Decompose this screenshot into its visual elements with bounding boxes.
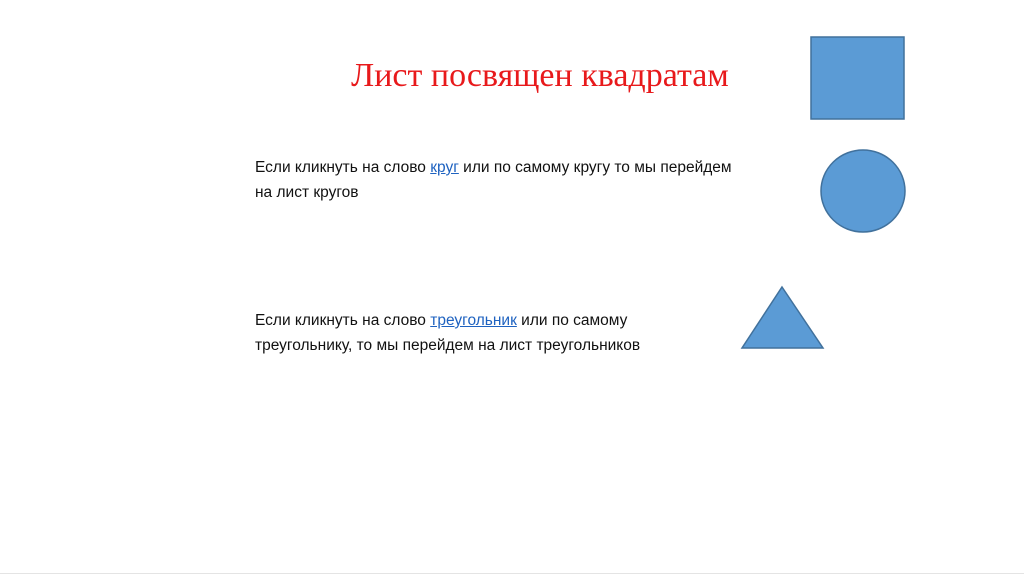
triangle-link[interactable]: треугольник [430, 312, 517, 329]
circle-text-before: Если кликнуть на слово [255, 159, 431, 176]
circle-paragraph [255, 155, 732, 205]
circle-text-after: или по самому кругу то мы перейдем [458, 159, 732, 176]
slide-title: Лист посвящен квадратам [351, 57, 729, 94]
circle-link[interactable]: круг [430, 159, 459, 176]
square-shape[interactable] [810, 36, 906, 120]
triangle-shape[interactable] [740, 285, 826, 351]
circle-paragraph-line-2: на лист кругов [255, 184, 359, 201]
circle-shape[interactable] [819, 148, 909, 236]
triangle-text-before: Если кликнуть на слово [255, 312, 431, 329]
circle-paragraph-line-1 [255, 155, 732, 180]
triangle-paragraph [255, 308, 640, 358]
triangle-paragraph-line-2: треугольнику, то мы перейдем на лист треугольников [255, 337, 641, 354]
triangle-text-after: или по самому [516, 312, 628, 329]
triangle-paragraph-line-1 [255, 308, 640, 333]
